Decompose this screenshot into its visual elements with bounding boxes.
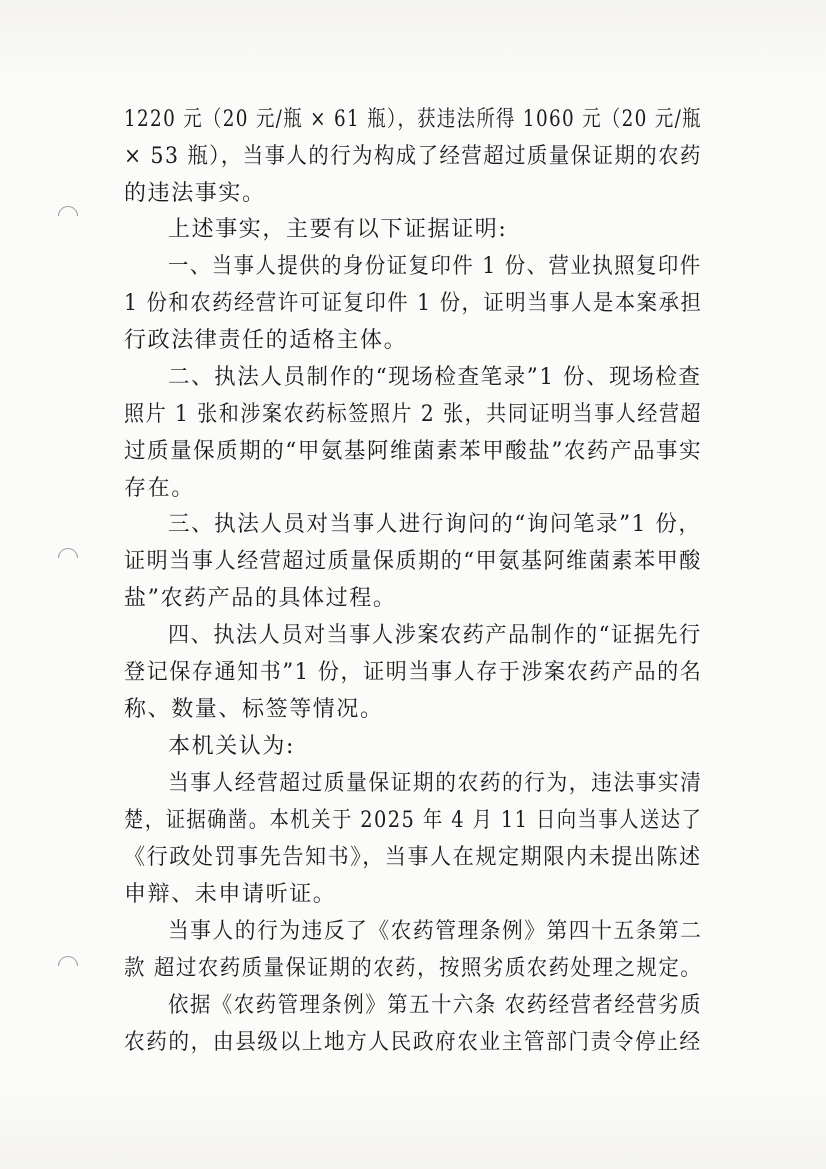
text-line: 申辩、未申请听证。 bbox=[124, 882, 337, 907]
text-line: 《行政处罚事先告知书》，当事人在规定期限内未提出陈述 bbox=[124, 845, 702, 870]
text-line: × 53 瓶），当事人的行为构成了经营超过质量保证期的农药 bbox=[124, 144, 702, 169]
text-line: 一、当事人提供的身份证复印件 1 份、营业执照复印件 bbox=[168, 254, 702, 279]
text-line: 依据《农药管理条例》第五十六条 农药经营者经营劣质 bbox=[168, 993, 703, 1018]
text-line: 款 超过农药质量保证期的农药，按照劣质农药处理之规定。 bbox=[124, 956, 703, 981]
text-line: 四、执法人员对当事人涉案农药产品制作的“证据先行 bbox=[168, 623, 702, 648]
binding-hole-mark bbox=[54, 544, 82, 572]
text-line: 1 份和农药经营许可证复印件 1 份，证明当事人是本案承担 bbox=[124, 291, 703, 316]
text-line: 上述事实，主要有以下证据证明: bbox=[168, 217, 508, 242]
text-line: 当事人的行为违反了《农药管理条例》第四十五条第二 bbox=[168, 919, 703, 944]
text-line: 照片 1 张和涉案农药标签照片 2 张，共同证明当事人经营超 bbox=[124, 402, 702, 427]
text-line: 楚，证据确凿。本机关于 2025 年 4 月 11 日向当事人送达了 bbox=[124, 808, 703, 833]
binding-hole-mark bbox=[54, 202, 82, 230]
text-line: 过质量保质期的“甲氨基阿维菌素苯甲酸盐”农药产品事实 bbox=[124, 439, 703, 464]
text-line: 二、执法人员制作的“现场检查笔录”1 份、现场检查 bbox=[168, 365, 702, 390]
text-line: 的违法事实。 bbox=[124, 181, 266, 206]
text-line: 1220 元（20 元/瓶 × 61 瓶），获违法所得 1060 元（20 元/瓶 bbox=[124, 107, 702, 132]
binding-hole-mark bbox=[54, 952, 82, 980]
text-line: 盐”农药产品的具体过程。 bbox=[124, 586, 397, 611]
text-line: 行政法律责任的适格主体。 bbox=[124, 328, 408, 353]
text-line: 农药的，由县级以上地方人民政府农业主管部门责令停止经 bbox=[124, 1030, 702, 1055]
text-line: 存在。 bbox=[124, 476, 195, 501]
text-line: 三、执法人员对当事人进行询问的“询问笔录”1 份， bbox=[168, 512, 702, 537]
text-line: 称、数量、标签等情况。 bbox=[124, 697, 384, 722]
text-line: 当事人经营超过质量保证期的农药的行为，违法事实清 bbox=[168, 771, 703, 796]
text-line: 本机关认为: bbox=[168, 734, 296, 759]
text-line: 登记保存通知书”1 份，证明当事人存于涉案农药产品的名 bbox=[124, 660, 703, 685]
text-line: 证明当事人经营超过质量保质期的“甲氨基阿维菌素苯甲酸 bbox=[124, 549, 702, 574]
